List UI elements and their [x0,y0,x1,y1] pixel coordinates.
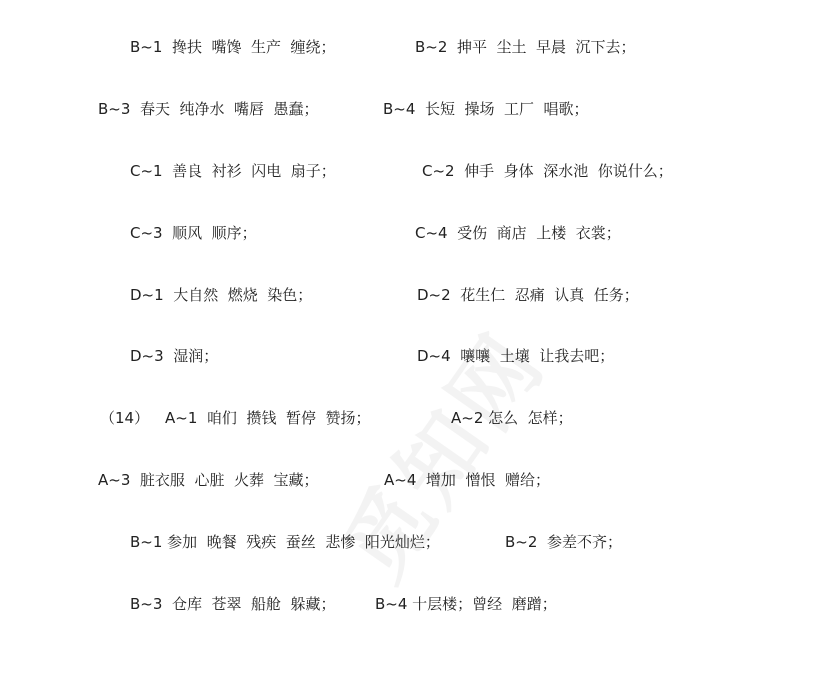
row-6-left-entry: D~3 湿润； [130,347,219,365]
row-6-right-entry: D~4 嚷嚷 土壤 让我去吧； [417,347,615,365]
row-7-right-entry: A~2 怎么 怎样； [451,409,573,427]
row-7-left-entry: A~1 咱们 攒钱 暂停 赞扬； [165,409,371,427]
row-1-left-entry: B~1 搀扶 嘴馋 生产 缠绕； [130,38,336,56]
row-9-right-entry: B~2 参差不齐； [505,533,622,551]
row-5-right-entry: D~2 花生仁 忍痛 认真 任务； [417,286,639,304]
row-8-left-entry: A~3 脏衣服 心脏 火葬 宝藏； [98,471,319,489]
row-4-right-entry: C~4 受伤 商店 上楼 衣裳； [415,224,621,242]
row-10-right-entry: B~4 十层楼；曾经 磨蹭； [375,595,557,613]
row-1-right-entry: B~2 抻平 尘土 早晨 沉下去； [415,38,636,56]
row-4-left-entry: C~3 顺风 顺序； [130,224,257,242]
row-2-left-entry: B~3 春天 纯净水 嘴唇 愚蠢； [98,100,319,118]
row-10-left-entry: B~3 仓库 苍翠 船舱 躲藏； [130,595,336,613]
row-8-right-entry: A~4 增加 憎恨 赠给； [384,471,550,489]
section-number: （14） [100,409,150,427]
row-5-left-entry: D~1 大自然 燃烧 染色； [130,286,313,304]
row-3-left-entry: C~1 善良 衬衫 闪电 扇子； [130,162,336,180]
row-2-right-entry: B~4 长短 操场 工厂 唱歌； [383,100,589,118]
row-9-left-entry: B~1 参加 晚餐 残疾 蚕丝 悲惨 阳光灿烂； [130,533,440,551]
row-3-right-entry: C~2 伸手 身体 深水池 你说什么； [422,162,673,180]
